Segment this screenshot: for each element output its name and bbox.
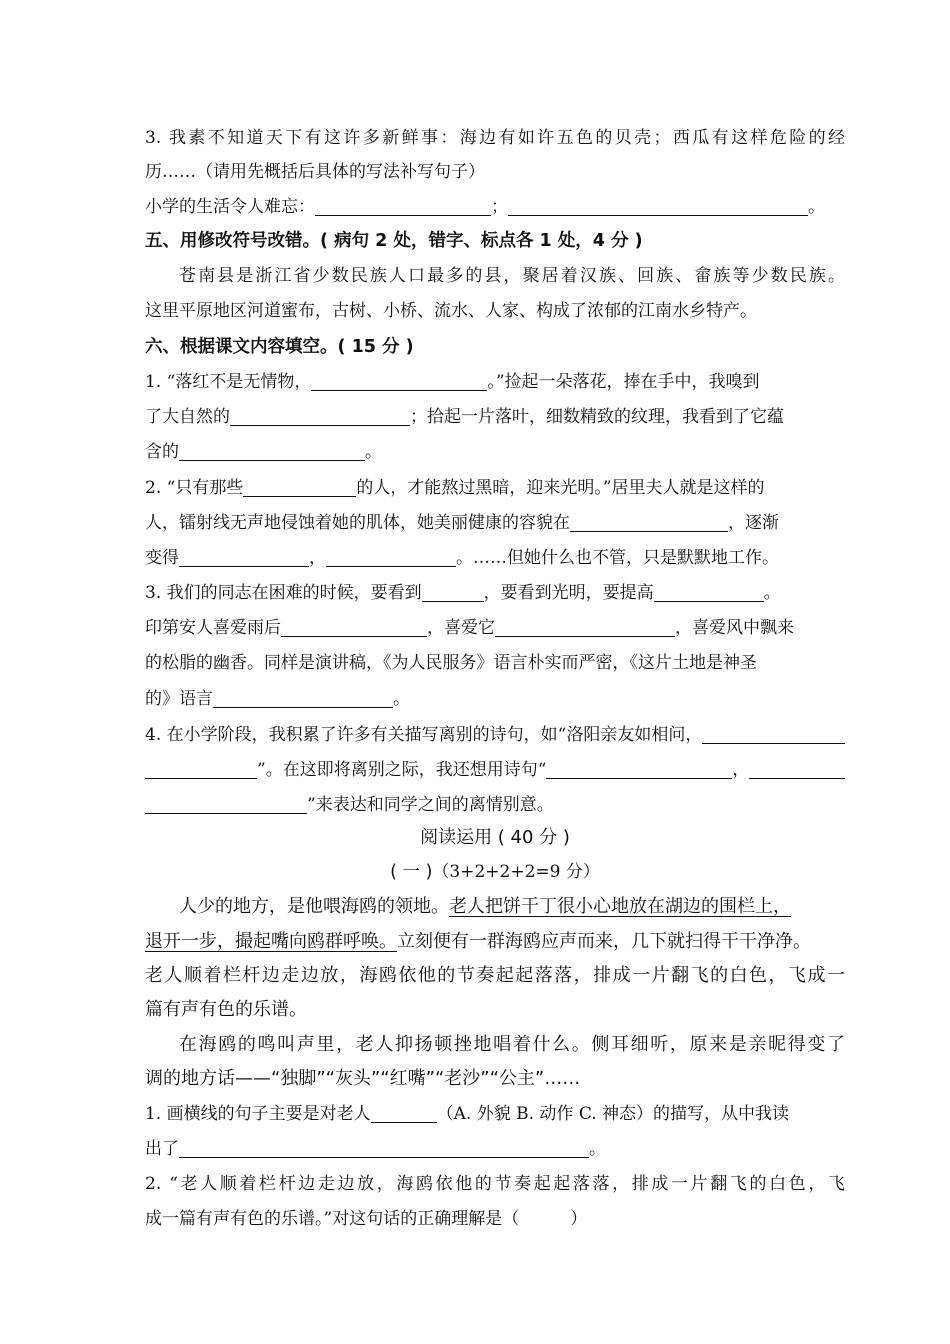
question-text: 3. 我们的同志在困难的时候，要看到 — [145, 583, 422, 603]
passage-line-3: 老人顺着栏杆边走边放，海鸥依他的节奏起起落落，排成一片翻飞的白色，飞成一 — [145, 965, 845, 986]
answer-blank[interactable] — [702, 723, 845, 744]
fill-4-line-3 — [145, 793, 845, 819]
punctuation: ； — [491, 197, 508, 217]
question-text: ， — [732, 760, 750, 780]
reading-section-title: 阅读运用 ( 40 分 ) — [420, 827, 570, 848]
answer-blank[interactable] — [495, 616, 675, 637]
question-3-line-2: 历……（请用先概括后具体的写法补写句子） — [145, 162, 485, 182]
answer-blank[interactable] — [749, 758, 845, 779]
question-text: 印第安人喜爱雨后 — [145, 618, 281, 638]
answer-blank[interactable] — [179, 546, 309, 567]
fill-4-line-2 — [145, 758, 845, 784]
fill-3-line-2 — [145, 616, 845, 642]
fill-3-line-1 — [145, 581, 845, 607]
section-5-heading: 五、用修改符号改错。( 病句 2 处，错字、标点各 1 处，4 分 ) — [145, 231, 643, 251]
question-text: 的人，才能熬过黑暗，迎来光明。”居里夫人就是这样的 — [356, 478, 765, 498]
fill-4-line-1 — [145, 723, 845, 749]
answer-blank[interactable] — [213, 687, 393, 708]
part-1-score: （3+2+2+2=9 分） — [432, 862, 600, 882]
passage-line-2 — [145, 930, 845, 956]
passage-line-5: 在海鸥的鸣叫声里，老人抑扬顿挫地唱着什么。侧耳细听，原来是亲昵得变了 — [179, 1034, 845, 1055]
fill-1-line-2 — [145, 405, 845, 431]
answer-blank[interactable] — [371, 1102, 437, 1123]
fill-2-line-3 — [145, 546, 845, 572]
answer-blank[interactable] — [179, 440, 365, 461]
question-text: 。 — [365, 442, 382, 462]
question-text: 1. 画横线的句子主要是对老人 — [145, 1104, 371, 1124]
question-text: ；拾起一片落叶，细数精致的纹理，我看到了它蕴 — [410, 407, 784, 427]
section-5-passage-line-1: 苍南县是浙江省少数民族人口最多的县，聚居着汉族、回族、畲族等少数民族。 — [179, 266, 845, 286]
reading-q1-line-2 — [145, 1137, 845, 1163]
question-text: 。……但她什么也不管，只是默默地工作。 — [456, 548, 779, 568]
reading-q2-line-1: 2. “老人顺着栏杆边走边放，海鸥依他的节奏起起落落，排成一片翻飞的白色，飞 — [145, 1174, 845, 1194]
answer-blank[interactable] — [281, 616, 427, 637]
answer-blank[interactable] — [145, 758, 257, 779]
question-text: ”来表达和同学之间的离情别意。 — [307, 795, 554, 815]
passage-line-1 — [179, 895, 845, 921]
question-text: ， — [309, 548, 326, 568]
fill-3-line-3: 的松脂的幽香。同样是演讲稿，《为人民服务》语言朴实而严密，《这片土地是神圣 — [145, 653, 757, 673]
passage-line-4: 篇有声有色的乐谱。 — [145, 999, 307, 1020]
answer-blank[interactable] — [230, 405, 410, 426]
question-text: 2. “只有那些 — [145, 478, 244, 498]
question-text: 含的 — [145, 442, 179, 462]
underlined-sentence: 老人把饼干丁很小心地放在湖边的围栏上， — [449, 896, 791, 917]
question-3-answer-line — [145, 195, 845, 221]
part-1-label: ( 一 ) — [390, 862, 433, 882]
question-text: 了大自然的 — [145, 407, 230, 427]
question-text: 出了 — [145, 1139, 179, 1159]
passage-text: 立刻便有一群海鸥应声而来，几下就扫得干干净净。 — [397, 931, 811, 952]
answer-blank[interactable] — [179, 1137, 589, 1158]
question-text: 。”捡起一朵落花，捧在手中，我嗅到 — [487, 372, 760, 392]
question-text: ，喜爱它 — [427, 618, 495, 638]
question-text: 人，镭射线无声地侵蚀着她的肌体，她美丽健康的容貌在 — [145, 513, 570, 533]
answer-blank[interactable] — [326, 546, 456, 567]
question-text: ，喜爱风中飘来 — [675, 618, 794, 638]
answer-blank[interactable] — [508, 195, 808, 216]
question-text: ，要看到光明，要提高 — [483, 583, 654, 603]
passage-text: 人少的地方，是他喂海鸥的领地。 — [179, 896, 449, 917]
answer-blank[interactable] — [422, 581, 484, 602]
question-text: 。 — [393, 689, 410, 709]
question-text: 1. “落红不是无情物， — [145, 372, 312, 392]
fill-3-line-4 — [145, 687, 845, 713]
answer-blank[interactable] — [570, 511, 728, 532]
punctuation: 。 — [808, 197, 825, 217]
question-text: 变得 — [145, 548, 179, 568]
question-text: ”。在这即将离别之际，我还想用诗句“ — [257, 760, 547, 780]
part-1-heading — [145, 860, 845, 886]
answer-blank[interactable] — [654, 581, 764, 602]
reading-q2-line-2: 成一篇有声有色的乐谱。”对这句话的正确理解是（ ） — [145, 1209, 588, 1229]
fill-1-line-3 — [145, 440, 845, 466]
section-6-heading: 六、根据课文内容填空。( 15 分 ) — [145, 337, 414, 357]
passage-line-6: 调的地方话——“独脚”“灰头”“红嘴”“老沙”“公主”…… — [145, 1068, 581, 1089]
answer-blank[interactable] — [311, 370, 487, 391]
question-text: ，逐渐 — [728, 513, 779, 533]
answer-blank[interactable] — [243, 476, 356, 497]
question-text: 。 — [763, 583, 781, 603]
answer-prompt: 小学的生活令人难忘： — [145, 197, 315, 217]
question-text: （A. 外貌 B. 动作 C. 神态）的描写，从中我读 — [436, 1104, 790, 1124]
answer-blank[interactable] — [546, 758, 732, 779]
fill-2-line-2 — [145, 511, 845, 537]
underlined-sentence: 退开一步，撮起嘴向鸥群呼唤。 — [145, 931, 397, 952]
question-text: 4. 在小学阶段，我积累了许多有关描写离别的诗句，如“洛阳亲友如相问， — [145, 725, 703, 745]
fill-1-line-1 — [145, 370, 845, 396]
question-3-line-1: 3. 我素不知道天下有这许多新鲜事：海边有如许五色的贝壳；西瓜有这样危险的经 — [145, 128, 845, 148]
answer-blank[interactable] — [315, 195, 491, 216]
question-text: 的》语言 — [145, 689, 213, 709]
answer-blank[interactable] — [145, 793, 307, 814]
question-text: 。 — [589, 1139, 606, 1159]
reading-q1-line-1 — [145, 1102, 845, 1128]
fill-2-line-1 — [145, 476, 845, 502]
section-5-passage-line-2: 这里平原地区河道蜜布，古树、小桥、流水、人家、构成了浓郁的江南水乡特产。 — [145, 301, 757, 321]
